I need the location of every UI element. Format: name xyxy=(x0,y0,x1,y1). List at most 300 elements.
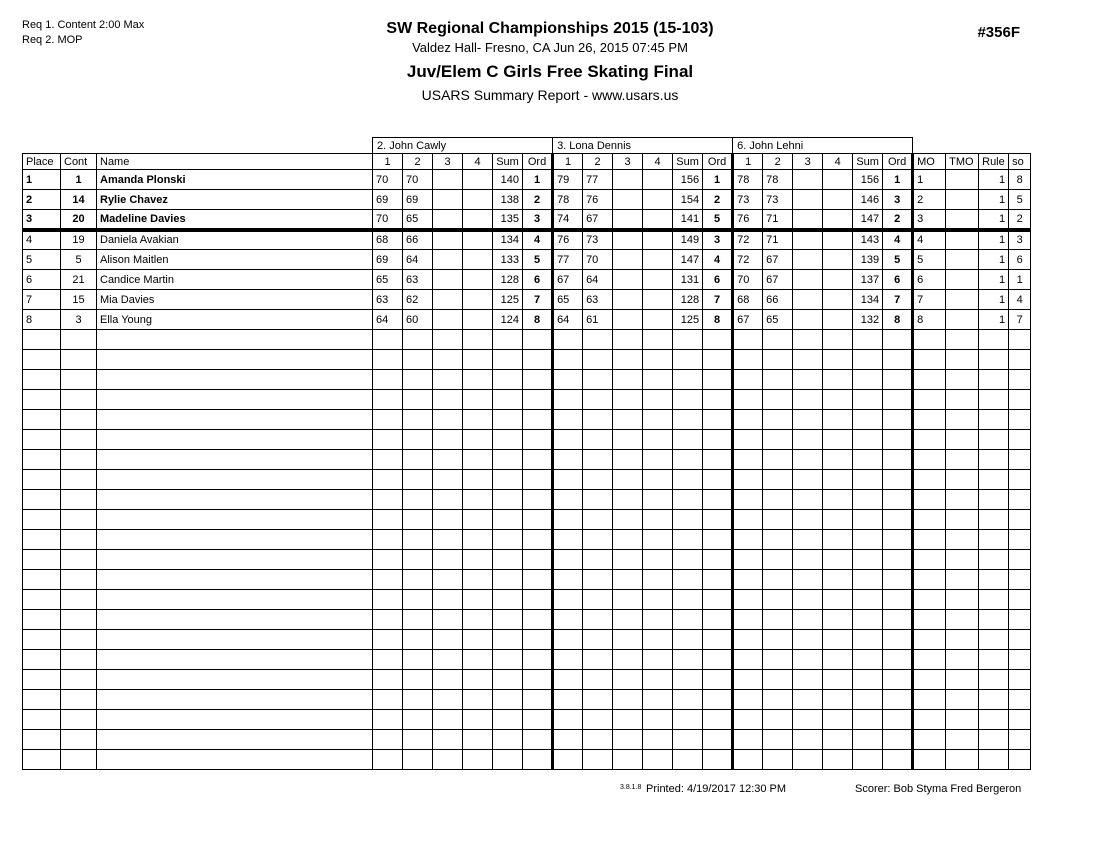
judge2-score1-cell: 76 xyxy=(553,230,583,250)
empty-cell xyxy=(733,410,763,430)
col-header-judge1-1: 1 xyxy=(373,154,403,170)
empty-cell xyxy=(883,690,913,710)
empty-cell xyxy=(613,750,643,770)
col-header-rule: Rule xyxy=(979,154,1009,170)
empty-cell xyxy=(373,550,403,570)
col-header-cont: Cont xyxy=(61,154,97,170)
empty-cell xyxy=(946,630,979,650)
empty-cell xyxy=(433,430,463,450)
judge3-ordinal-cell: 2 xyxy=(883,210,913,230)
empty-cell xyxy=(883,610,913,630)
empty-cell xyxy=(643,530,673,550)
empty-cell xyxy=(823,430,853,450)
empty-cell xyxy=(763,610,793,630)
judge2-sum-cell: 154 xyxy=(673,190,703,210)
empty-cell xyxy=(553,490,583,510)
result-row xyxy=(23,250,1031,270)
empty-cell xyxy=(823,470,853,490)
empty-cell xyxy=(643,510,673,530)
judge3-sum-cell: 134 xyxy=(853,290,883,310)
judge3-sum-cell: 132 xyxy=(853,310,883,330)
col-header-judge3-sum: Sum xyxy=(853,154,883,170)
empty-cell xyxy=(883,650,913,670)
empty-cell xyxy=(553,370,583,390)
empty-cell xyxy=(97,710,373,730)
empty-cell xyxy=(643,690,673,710)
empty-cell xyxy=(883,730,913,750)
scorer-line: Scorer: Bob Styma Fred Bergeron xyxy=(855,783,1022,795)
empty-cell xyxy=(433,370,463,390)
empty-cell xyxy=(853,330,883,350)
empty-cell xyxy=(733,330,763,350)
empty-cell xyxy=(913,350,946,370)
empty-cell xyxy=(523,470,553,490)
judge2-score2-cell: 67 xyxy=(583,210,613,230)
judge2-score4-cell xyxy=(643,210,673,230)
judge1-score2-cell: 64 xyxy=(403,250,433,270)
empty-cell xyxy=(403,510,433,530)
empty-cell xyxy=(913,450,946,470)
title-block xyxy=(0,20,1100,103)
empty-cell xyxy=(673,410,703,430)
empty-cell xyxy=(913,670,946,690)
empty-cell xyxy=(946,670,979,690)
judge3-score3-cell xyxy=(793,230,823,250)
empty-cell xyxy=(853,530,883,550)
judge1-score2-cell: 69 xyxy=(403,190,433,210)
rule-cell: 1 xyxy=(979,290,1009,310)
empty-cell xyxy=(553,650,583,670)
empty-cell xyxy=(643,610,673,630)
empty-cell xyxy=(673,470,703,490)
judge3-score3-cell xyxy=(793,250,823,270)
judge1-sum-cell: 128 xyxy=(493,270,523,290)
judge3-score3-cell xyxy=(793,210,823,230)
empty-cell xyxy=(733,730,763,750)
empty-cell xyxy=(673,490,703,510)
total-majority-ordinal-cell xyxy=(946,230,979,250)
empty-cell xyxy=(583,630,613,650)
judge3-score4-cell xyxy=(823,250,853,270)
empty-cell xyxy=(583,730,613,750)
empty-cell xyxy=(703,710,733,730)
empty-cell xyxy=(823,410,853,430)
empty-cell xyxy=(763,590,793,610)
empty-cell xyxy=(913,610,946,630)
empty-cell xyxy=(793,330,823,350)
empty-cell xyxy=(583,510,613,530)
empty-cell xyxy=(583,750,613,770)
contestant-number-cell: 15 xyxy=(61,290,97,310)
judge2-score3-cell xyxy=(613,210,643,230)
empty-cell xyxy=(979,670,1009,690)
empty-cell xyxy=(373,730,403,750)
empty-cell xyxy=(493,650,523,670)
judge1-score1-cell: 64 xyxy=(373,310,403,330)
rule-cell: 1 xyxy=(979,270,1009,290)
empty-cell xyxy=(946,390,979,410)
empty-row xyxy=(23,750,1031,770)
empty-cell xyxy=(583,590,613,610)
empty-cell xyxy=(463,750,493,770)
judge1-score3-cell xyxy=(433,210,463,230)
empty-cell xyxy=(463,530,493,550)
judge3-ordinal-cell: 7 xyxy=(883,290,913,310)
empty-cell xyxy=(463,410,493,430)
empty-cell xyxy=(883,410,913,430)
judge2-score1-cell: 79 xyxy=(553,170,583,190)
judge2-ordinal-cell: 4 xyxy=(703,250,733,270)
empty-cell xyxy=(1009,570,1031,590)
empty-cell xyxy=(946,350,979,370)
skater-name-cell: Madeline Davies xyxy=(97,210,373,230)
result-row xyxy=(23,210,1031,230)
empty-cell xyxy=(823,750,853,770)
empty-cell xyxy=(979,650,1009,670)
empty-cell xyxy=(703,690,733,710)
empty-row xyxy=(23,590,1031,610)
empty-cell xyxy=(23,530,61,550)
empty-cell xyxy=(733,570,763,590)
col-header-judge2-sum: Sum xyxy=(673,154,703,170)
empty-cell xyxy=(553,550,583,570)
empty-cell xyxy=(61,530,97,550)
empty-cell xyxy=(1009,630,1031,650)
empty-cell xyxy=(763,550,793,570)
empty-cell xyxy=(613,410,643,430)
empty-cell xyxy=(433,350,463,370)
empty-cell xyxy=(883,350,913,370)
empty-cell xyxy=(23,550,61,570)
empty-cell xyxy=(946,530,979,550)
empty-cell xyxy=(1009,590,1031,610)
empty-cell xyxy=(913,570,946,590)
empty-cell xyxy=(853,410,883,430)
judge2-score3-cell xyxy=(613,290,643,310)
empty-cell xyxy=(583,650,613,670)
judge3-ordinal-cell: 6 xyxy=(883,270,913,290)
empty-cell xyxy=(433,610,463,630)
judge3-score4-cell xyxy=(823,190,853,210)
empty-cell xyxy=(403,730,433,750)
empty-cell xyxy=(433,570,463,590)
col-header-name: Name xyxy=(97,154,373,170)
empty-row xyxy=(23,630,1031,650)
empty-cell xyxy=(823,570,853,590)
empty-cell xyxy=(463,350,493,370)
skater-name-cell: Rylie Chavez xyxy=(97,190,373,210)
empty-cell xyxy=(703,730,733,750)
rule-cell: 1 xyxy=(979,310,1009,330)
place-cell: 2 xyxy=(23,190,61,210)
judge2-ordinal-cell: 1 xyxy=(703,170,733,190)
judge3-sum-cell: 143 xyxy=(853,230,883,250)
judge3-score1-cell: 70 xyxy=(733,270,763,290)
empty-cell xyxy=(583,370,613,390)
result-row xyxy=(23,170,1031,190)
empty-cell xyxy=(463,510,493,530)
empty-cell xyxy=(793,750,823,770)
empty-cell xyxy=(403,550,433,570)
empty-row xyxy=(23,510,1031,530)
empty-cell xyxy=(493,510,523,530)
empty-cell xyxy=(883,490,913,510)
sum-ordinals-cell: 2 xyxy=(1009,210,1031,230)
empty-cell xyxy=(823,450,853,470)
empty-cell xyxy=(733,690,763,710)
empty-cell xyxy=(673,570,703,590)
empty-cell xyxy=(61,490,97,510)
empty-cell xyxy=(703,530,733,550)
judge1-score4-cell xyxy=(463,190,493,210)
empty-cell xyxy=(883,630,913,650)
empty-cell xyxy=(523,550,553,570)
empty-cell xyxy=(403,710,433,730)
empty-cell xyxy=(946,430,979,450)
empty-cell xyxy=(373,490,403,510)
col-header-judge3-2: 2 xyxy=(763,154,793,170)
judge-header-3: 6. John Lehni xyxy=(733,138,913,154)
empty-cell xyxy=(433,530,463,550)
empty-cell xyxy=(403,350,433,370)
empty-cell xyxy=(613,350,643,370)
empty-cell xyxy=(97,430,373,450)
empty-cell xyxy=(823,610,853,630)
empty-cell xyxy=(703,410,733,430)
empty-cell xyxy=(763,570,793,590)
empty-cell xyxy=(913,370,946,390)
judge3-score1-cell: 73 xyxy=(733,190,763,210)
column-header-row xyxy=(23,154,1031,170)
empty-cell xyxy=(583,430,613,450)
empty-cell xyxy=(433,710,463,730)
empty-cell xyxy=(553,510,583,530)
empty-cell xyxy=(523,590,553,610)
empty-cell xyxy=(97,390,373,410)
judge2-ordinal-cell: 7 xyxy=(703,290,733,310)
empty-cell xyxy=(793,510,823,530)
empty-cell xyxy=(23,350,61,370)
judge3-score1-cell: 68 xyxy=(733,290,763,310)
col-header-judge3-4: 4 xyxy=(823,154,853,170)
empty-cell xyxy=(463,610,493,630)
judge2-sum-cell: 156 xyxy=(673,170,703,190)
judge2-score4-cell xyxy=(643,310,673,330)
empty-cell xyxy=(433,730,463,750)
req-line-2: Req 2. MOP xyxy=(22,34,83,46)
judge2-ordinal-cell: 3 xyxy=(703,230,733,250)
empty-cell xyxy=(523,410,553,430)
empty-cell xyxy=(979,330,1009,350)
result-row xyxy=(23,230,1031,250)
empty-cell xyxy=(463,710,493,730)
empty-cell xyxy=(403,650,433,670)
place-cell: 8 xyxy=(23,310,61,330)
empty-cell xyxy=(913,490,946,510)
empty-cell xyxy=(373,470,403,490)
col-header-judge3-3: 3 xyxy=(793,154,823,170)
empty-cell xyxy=(643,350,673,370)
empty-cell xyxy=(433,690,463,710)
judge1-score4-cell xyxy=(463,250,493,270)
empty-cell xyxy=(433,650,463,670)
empty-cell xyxy=(373,710,403,730)
judge-header-2: 3. Lona Dennis xyxy=(553,138,733,154)
empty-cell xyxy=(373,330,403,350)
majority-ordinal-cell: 1 xyxy=(913,170,946,190)
empty-cell xyxy=(433,750,463,770)
empty-cell xyxy=(463,390,493,410)
judge1-ordinal-cell: 3 xyxy=(523,210,553,230)
judge3-ordinal-cell: 1 xyxy=(883,170,913,190)
empty-cell xyxy=(373,650,403,670)
empty-row xyxy=(23,650,1031,670)
total-majority-ordinal-cell xyxy=(946,270,979,290)
empty-cell xyxy=(493,450,523,470)
empty-cell xyxy=(979,730,1009,750)
empty-cell xyxy=(23,470,61,490)
empty-cell xyxy=(979,630,1009,650)
empty-cell xyxy=(1009,330,1031,350)
empty-cell xyxy=(793,490,823,510)
report-subtitle: USARS Summary Report - www.usars.us xyxy=(421,87,679,103)
empty-cell xyxy=(1009,530,1031,550)
empty-cell xyxy=(553,470,583,490)
skater-name-cell: Candice Martin xyxy=(97,270,373,290)
printed-timestamp: Printed: 4/19/2017 12:30 PM xyxy=(646,783,787,795)
judge1-score2-cell: 60 xyxy=(403,310,433,330)
judge2-score4-cell xyxy=(643,230,673,250)
empty-cell xyxy=(703,750,733,770)
empty-cell xyxy=(763,530,793,550)
empty-cell xyxy=(979,610,1009,630)
empty-row xyxy=(23,410,1031,430)
empty-cell xyxy=(733,370,763,390)
empty-cell xyxy=(703,370,733,390)
empty-cell xyxy=(883,510,913,530)
empty-cell xyxy=(433,470,463,490)
empty-cell xyxy=(583,690,613,710)
empty-cell xyxy=(643,590,673,610)
empty-cell xyxy=(823,730,853,750)
judge3-sum-cell: 146 xyxy=(853,190,883,210)
empty-cell xyxy=(979,490,1009,510)
empty-cell xyxy=(23,450,61,470)
empty-cell xyxy=(763,410,793,430)
judge1-score4-cell xyxy=(463,170,493,190)
empty-cell xyxy=(97,470,373,490)
col-header-judge3-1: 1 xyxy=(733,154,763,170)
majority-ordinal-cell: 8 xyxy=(913,310,946,330)
empty-cell xyxy=(613,570,643,590)
judge3-score3-cell xyxy=(793,310,823,330)
empty-row xyxy=(23,730,1031,750)
empty-cell xyxy=(979,390,1009,410)
empty-cell xyxy=(493,410,523,430)
judge1-score3-cell xyxy=(433,270,463,290)
empty-cell xyxy=(913,410,946,430)
judge-row-spacer-left xyxy=(23,138,373,154)
empty-cell xyxy=(553,750,583,770)
empty-cell xyxy=(946,710,979,730)
empty-cell xyxy=(373,390,403,410)
judge1-score1-cell: 65 xyxy=(373,270,403,290)
empty-cell xyxy=(733,670,763,690)
judge3-score1-cell: 72 xyxy=(733,250,763,270)
empty-cell xyxy=(1009,390,1031,410)
place-cell: 6 xyxy=(23,270,61,290)
empty-cell xyxy=(403,610,433,630)
empty-cell xyxy=(583,390,613,410)
empty-cell xyxy=(853,690,883,710)
empty-cell xyxy=(403,370,433,390)
empty-cell xyxy=(763,670,793,690)
empty-cell xyxy=(61,670,97,690)
judge1-ordinal-cell: 5 xyxy=(523,250,553,270)
empty-cell xyxy=(61,690,97,710)
empty-cell xyxy=(433,330,463,350)
col-header-so: so xyxy=(1009,154,1031,170)
empty-cell xyxy=(433,450,463,470)
empty-cell xyxy=(97,730,373,750)
empty-cell xyxy=(403,590,433,610)
judge3-score2-cell: 78 xyxy=(763,170,793,190)
empty-cell xyxy=(1009,730,1031,750)
judge1-score4-cell xyxy=(463,230,493,250)
empty-cell xyxy=(733,450,763,470)
empty-cell xyxy=(97,510,373,530)
judge2-sum-cell: 125 xyxy=(673,310,703,330)
result-row xyxy=(23,190,1031,210)
empty-cell xyxy=(403,750,433,770)
empty-cell xyxy=(463,630,493,650)
empty-cell xyxy=(493,530,523,550)
empty-cell xyxy=(61,430,97,450)
empty-cell xyxy=(583,670,613,690)
empty-cell xyxy=(946,730,979,750)
empty-cell xyxy=(913,430,946,450)
majority-ordinal-cell: 2 xyxy=(913,190,946,210)
judge3-score4-cell xyxy=(823,230,853,250)
skater-name-cell: Alison Maitlen xyxy=(97,250,373,270)
empty-cell xyxy=(553,670,583,690)
empty-cell xyxy=(613,330,643,350)
empty-row xyxy=(23,450,1031,470)
judge3-score1-cell: 78 xyxy=(733,170,763,190)
empty-cell xyxy=(913,630,946,650)
judge3-score2-cell: 71 xyxy=(763,230,793,250)
empty-cell xyxy=(553,730,583,750)
judge2-score1-cell: 64 xyxy=(553,310,583,330)
empty-cell xyxy=(613,710,643,730)
rule-cell: 1 xyxy=(979,190,1009,210)
empty-cell xyxy=(373,670,403,690)
col-header-judge1-sum: Sum xyxy=(493,154,523,170)
empty-cell xyxy=(553,530,583,550)
judge3-score3-cell xyxy=(793,270,823,290)
empty-cell xyxy=(979,510,1009,530)
empty-cell xyxy=(403,470,433,490)
result-row xyxy=(23,270,1031,290)
rule-cell: 1 xyxy=(979,170,1009,190)
empty-cell xyxy=(373,510,403,530)
empty-cell xyxy=(883,370,913,390)
empty-cell xyxy=(583,530,613,550)
result-row xyxy=(23,290,1031,310)
judge1-score1-cell: 68 xyxy=(373,230,403,250)
empty-cell xyxy=(913,470,946,490)
empty-cell xyxy=(793,570,823,590)
